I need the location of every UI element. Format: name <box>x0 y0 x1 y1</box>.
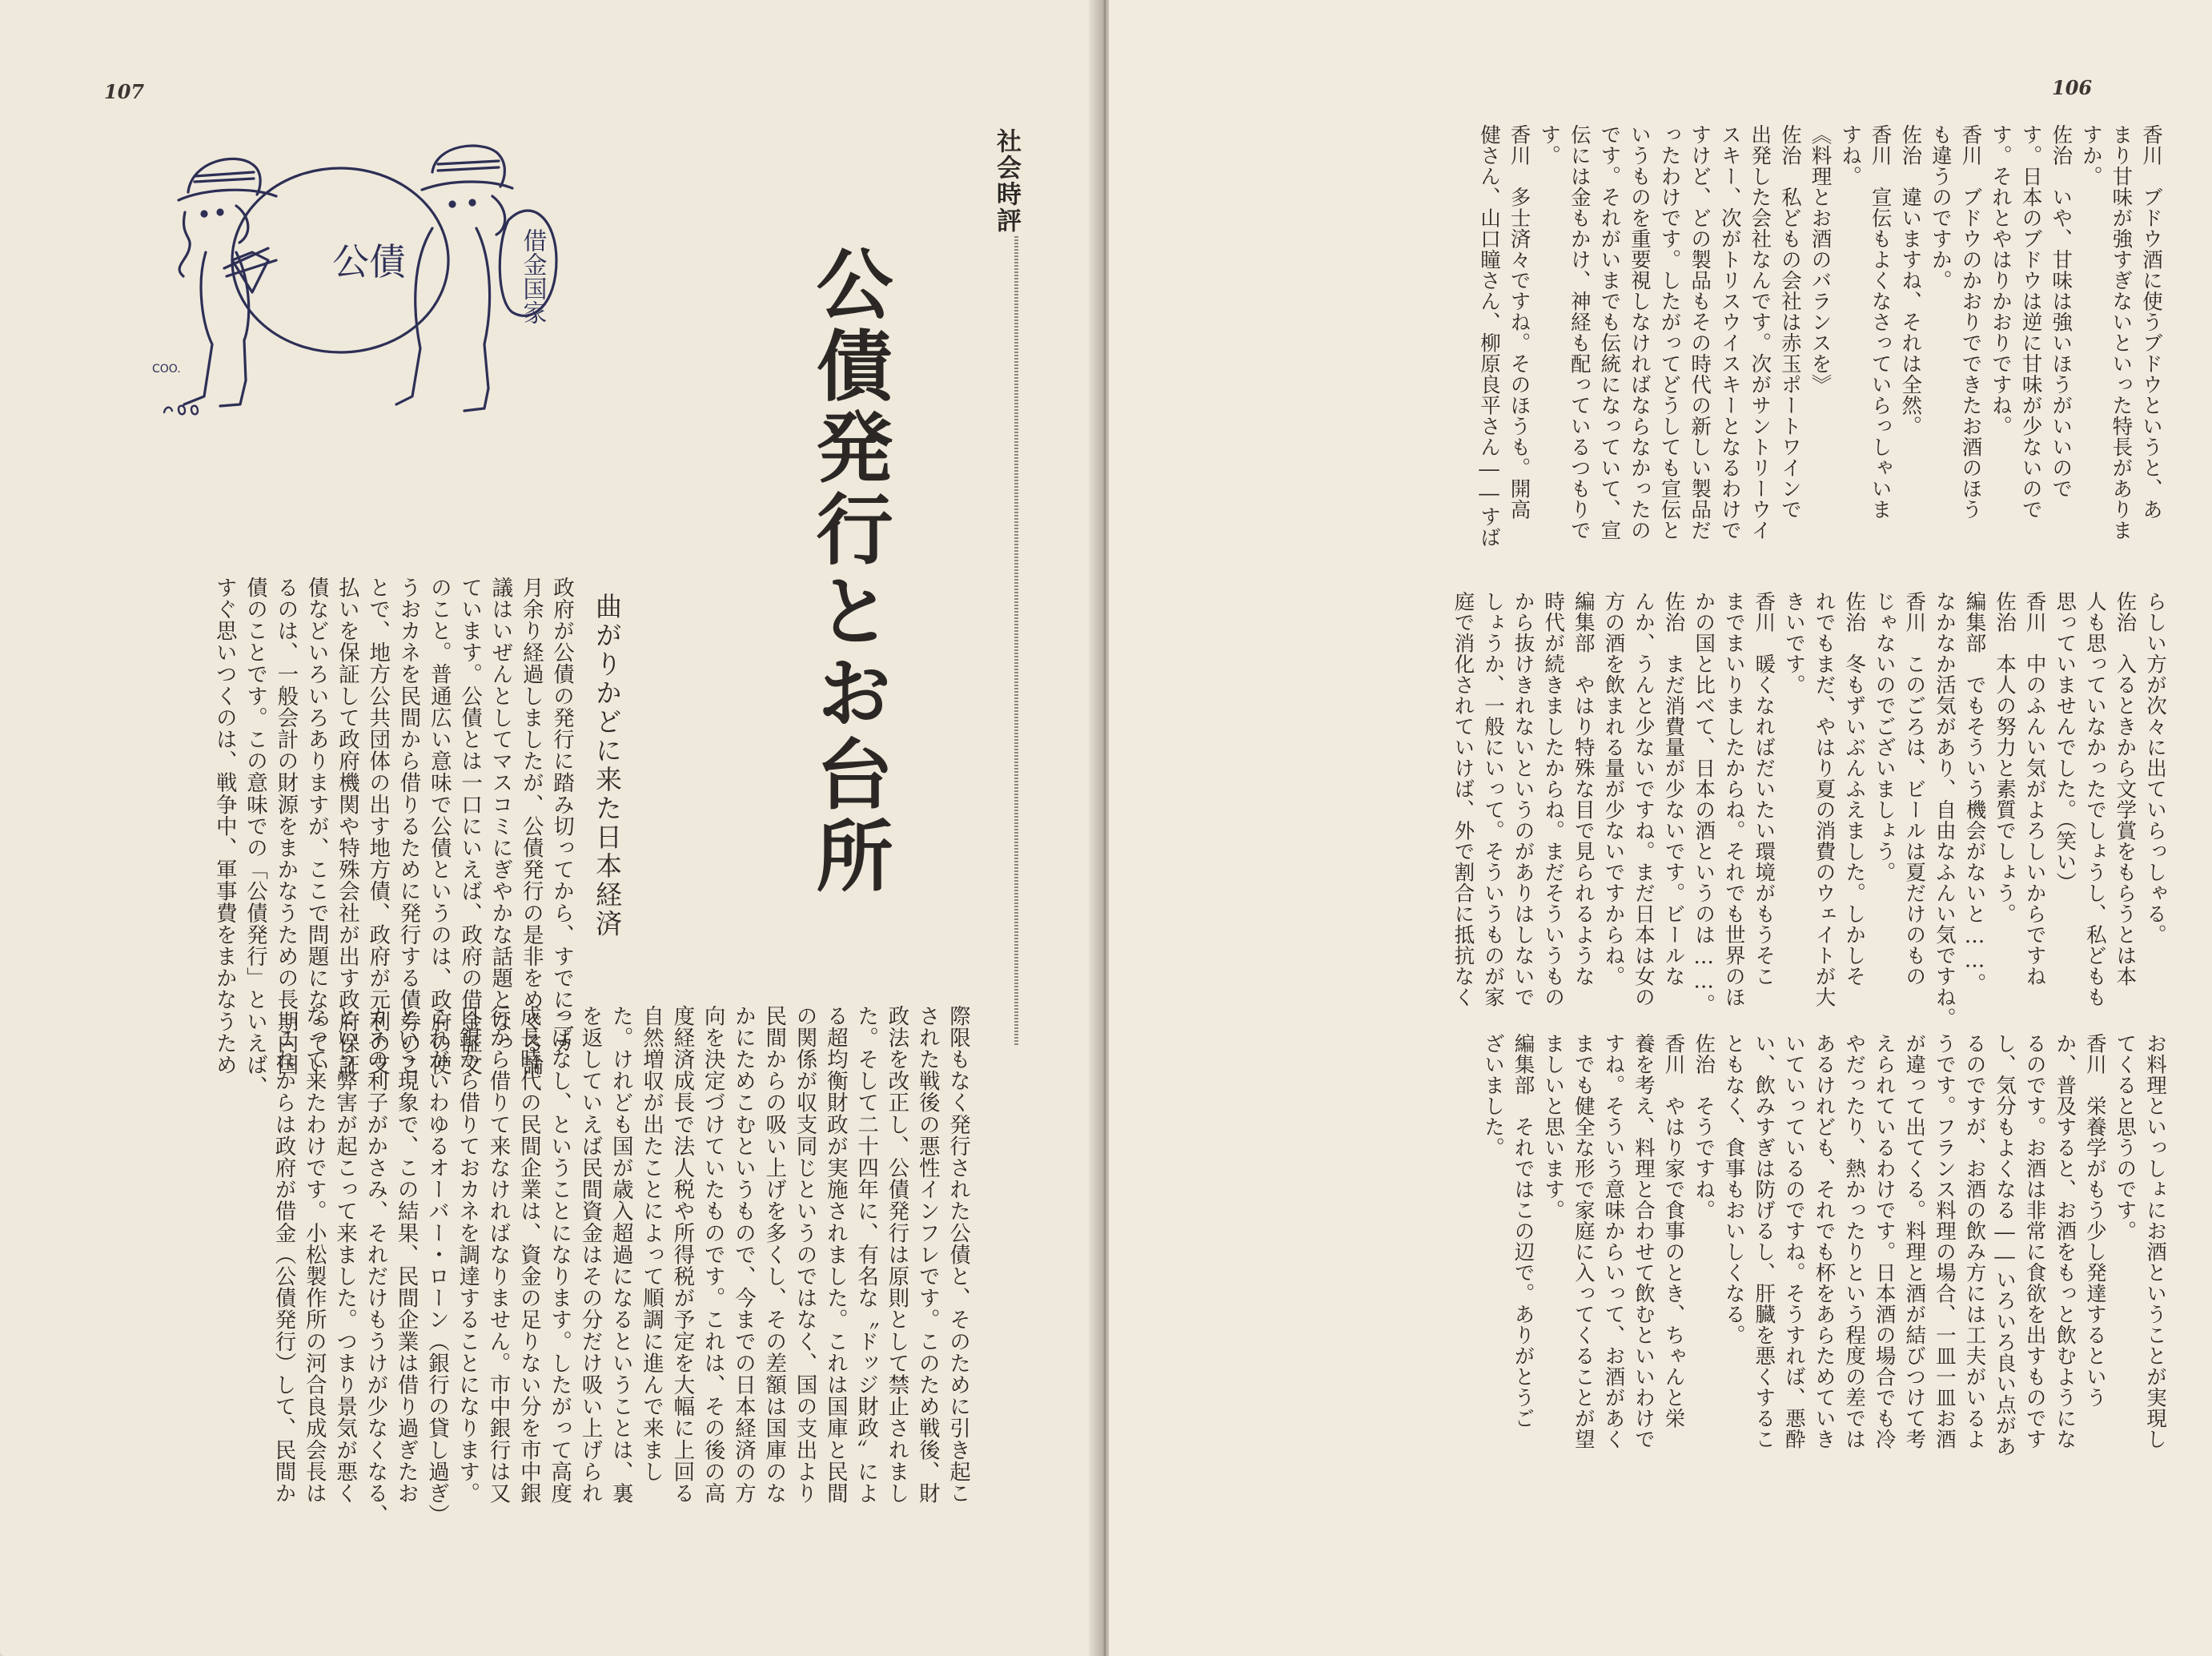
left-lower-column-text: 際限もなく発行された公債と、そのために引き起こ された戦後の悪性インフレです。このため戦後、財 政法を改正し、公債発行は原則として禁止されまし た。そして二十四年に、有名な〝ドッジ財政〟によ る超均衡財政が実施されました。これは国庫と民間 の関係が収支同じというのではなく、国の支出より 民間からの吸い上げを多くし、その差額は国庫のな かにためこむというもので、今までの日本経済の方 向を決定づけていたものです。これは、その後の高 度経済成長で法人税や所得税が予定を大幅に上回る 自然増収が出たことによって順調に進んで来まし た。けれども国が歳入超過になるということは、裏 を返していえば民間資金はその分だけ吸い上げられ っぱなし、ということになります。したがって高度 成長時代の民間企業は、資金の足りない分を市中銀 行から借りて来なければなりません。市中銀行は又 日銀から借りておカネを調達することになります。 これがいわゆるオーバー・ローン（銀行の貸し過ぎ） という現象で、この結果、民間企業は借り過ぎたお カネの利子がかさみ、それだけもうけが少なくなる、 という弊害が起こって来ました。つまり景気が悪く なって来たわけです。小松製作所の河合良成会長は 「これからは政府が借金（公債発行）して、民間か <box>271 1005 970 1526</box>
right-upper-column <box>1185 124 2166 577</box>
sign-text: 借金国家 <box>518 228 547 324</box>
left-upper-column-text: 政府が公債の発行に踏み切ってから、すでに二カ 月余り経過しましたが、公債発行の是非をめぐる論 議はいぜんとしてマスコミにぎやかな話題となっ ています。公債とは一口にいえば、政府の借金証文 のこと。普通広い意味で公債というのは、政府の使 うおカネを民間から借りるために発行する債券のこ とで、地方公共団体の出す地方債、政府が元利の支 払いを保証して政府機関や特殊会社が出す政府保証 債などいろいろありますが、ここで問題になってい るのは、一般会計の財源をまかなうための長期内国 債のことです。この意味での「公債発行」といえば、 すぐ思いつくのは、戦争中、軍事費をまかなうため <box>211 577 574 1098</box>
column-label-rule <box>1014 236 1018 1045</box>
right-lower-column-text: お料理といっしょにお酒ということが実現し てくると思うのです。 香川 栄養学がもう少し発達するという か、普及すると、お酒をもっと飲むようにな るのです。お酒は非常に食欲を出すものです し、気分もよくなる――いろいろ良い点があ るのですが、お酒の飲み方には工夫がいるよ うです。フランス料理の場合、一皿一皿お酒 が違って出てくる。料理と酒が結びつけて考 えられているわけです。日本酒の場合でも冷 やだったり、熱かったりという程度の差では あるけれども、それでも杯をあらためていき いていっているのですね。そうすれば、悪酔 い、飲みすぎは防げるし、肝臓を悪くするこ ともなく、食事もおいしくなる。 佐治 そうですね。 香川 やはり家で食事のとき、ちゃんと栄 養を考え、料理と合わせて飲むといいわけで すね。そういう意味からいって、お酒があく までも健全な形で家庭に入ってくることが望 ましいと思います。 編集部 それではこの辺で。ありがとうご ざいました。 <box>1480 1033 2167 1457</box>
left-upper-column <box>128 577 576 1098</box>
subheadline: 曲がりかどに来た日本経済 <box>592 593 623 939</box>
page-number-left: 107 <box>104 80 145 103</box>
right-middle-column-text: らしい方が次々に出ていらっしゃる。 佐治 入るときから文学賞をもらうとは本 人も思っていなかったでしょうし、私どもも 思っていませんでした。（笑い） 香川 中のふんい気がよろしいからですね 佐治 本人の努力と素質でしょう。 編集部 でもそういう機会がないと……。 なかなか活気があり、自由なふんい気ですね。 香川 このごろは、ビールは夏だけのもの じゃないのでございましょう。 佐治 冬もずいぶんふえました。しかしそ れでもまだ、やはり夏の消費のウェイトが大 きいです。 香川 暖くなればだいたい環境がもうそこ までまいりましたからね。それでも世界のほ かの国と比べて、日本の酒というのは……。 佐治 まだ消費量が少ないです。ビールな んか、うんと少ないですね。まだ日本は女の 方の酒を飲まれる量が少ないですからね。 編集部 やはり特殊な目で見られるような 時代が続きましたからね。まだそういうもの から抜けきれないというのがありはしないで しょうか、一般にいって。そういうものが家 庭で消化されていけば、外で割合に抵抗なく <box>1451 591 2167 1028</box>
right-lower-column <box>1157 1033 2170 1529</box>
bag-text: 公債 <box>332 240 406 283</box>
column-label: 社会時評 <box>992 128 1021 234</box>
right-middle-column <box>1157 591 2170 1043</box>
cartoon-illustration <box>152 140 564 436</box>
right-page <box>1109 0 2212 1656</box>
right-upper-column-text: 香川 ブドウ酒に使うブドウというと、あ まり甘味が強すぎないといった特長がありま すか。 佐治 いや、甘味は強いほうがいいので す。日本のブドウは逆に甘味が少ないので す。それとやはりかおりですね。 香川 ブドウのかおりでできたお酒のほう も違うのですか。 佐治 違いますね、それは全然。 香川 宣伝もよくなさっていらっしゃいま すね。 《料理とお酒のバランスを》 佐治 私どもの会社は赤玉ポートワインで 出発した会社なんです。次がサントリーウイ スキー、次がトリスウイスキーとなるわけで すけど、どの製品もその時代の新しい製品だ ったわけです。したがってどうしても宣伝と いうものを重要視しなければならなかったの です。それがいまでも伝統になっていて、宣 伝には金もかけ、神経も配っているつもりで す。 香川 多士済々ですね。そのほうも。開高 健さん、山口瞳さん、柳原良平さん――すば <box>1476 124 2163 548</box>
page-number-right: 106 <box>2052 76 2093 99</box>
left-lower-column <box>104 1005 973 1598</box>
left-page <box>0 0 1101 1656</box>
headline: 公債発行とお台所 <box>804 244 894 898</box>
signature-text: COO. <box>152 363 181 376</box>
